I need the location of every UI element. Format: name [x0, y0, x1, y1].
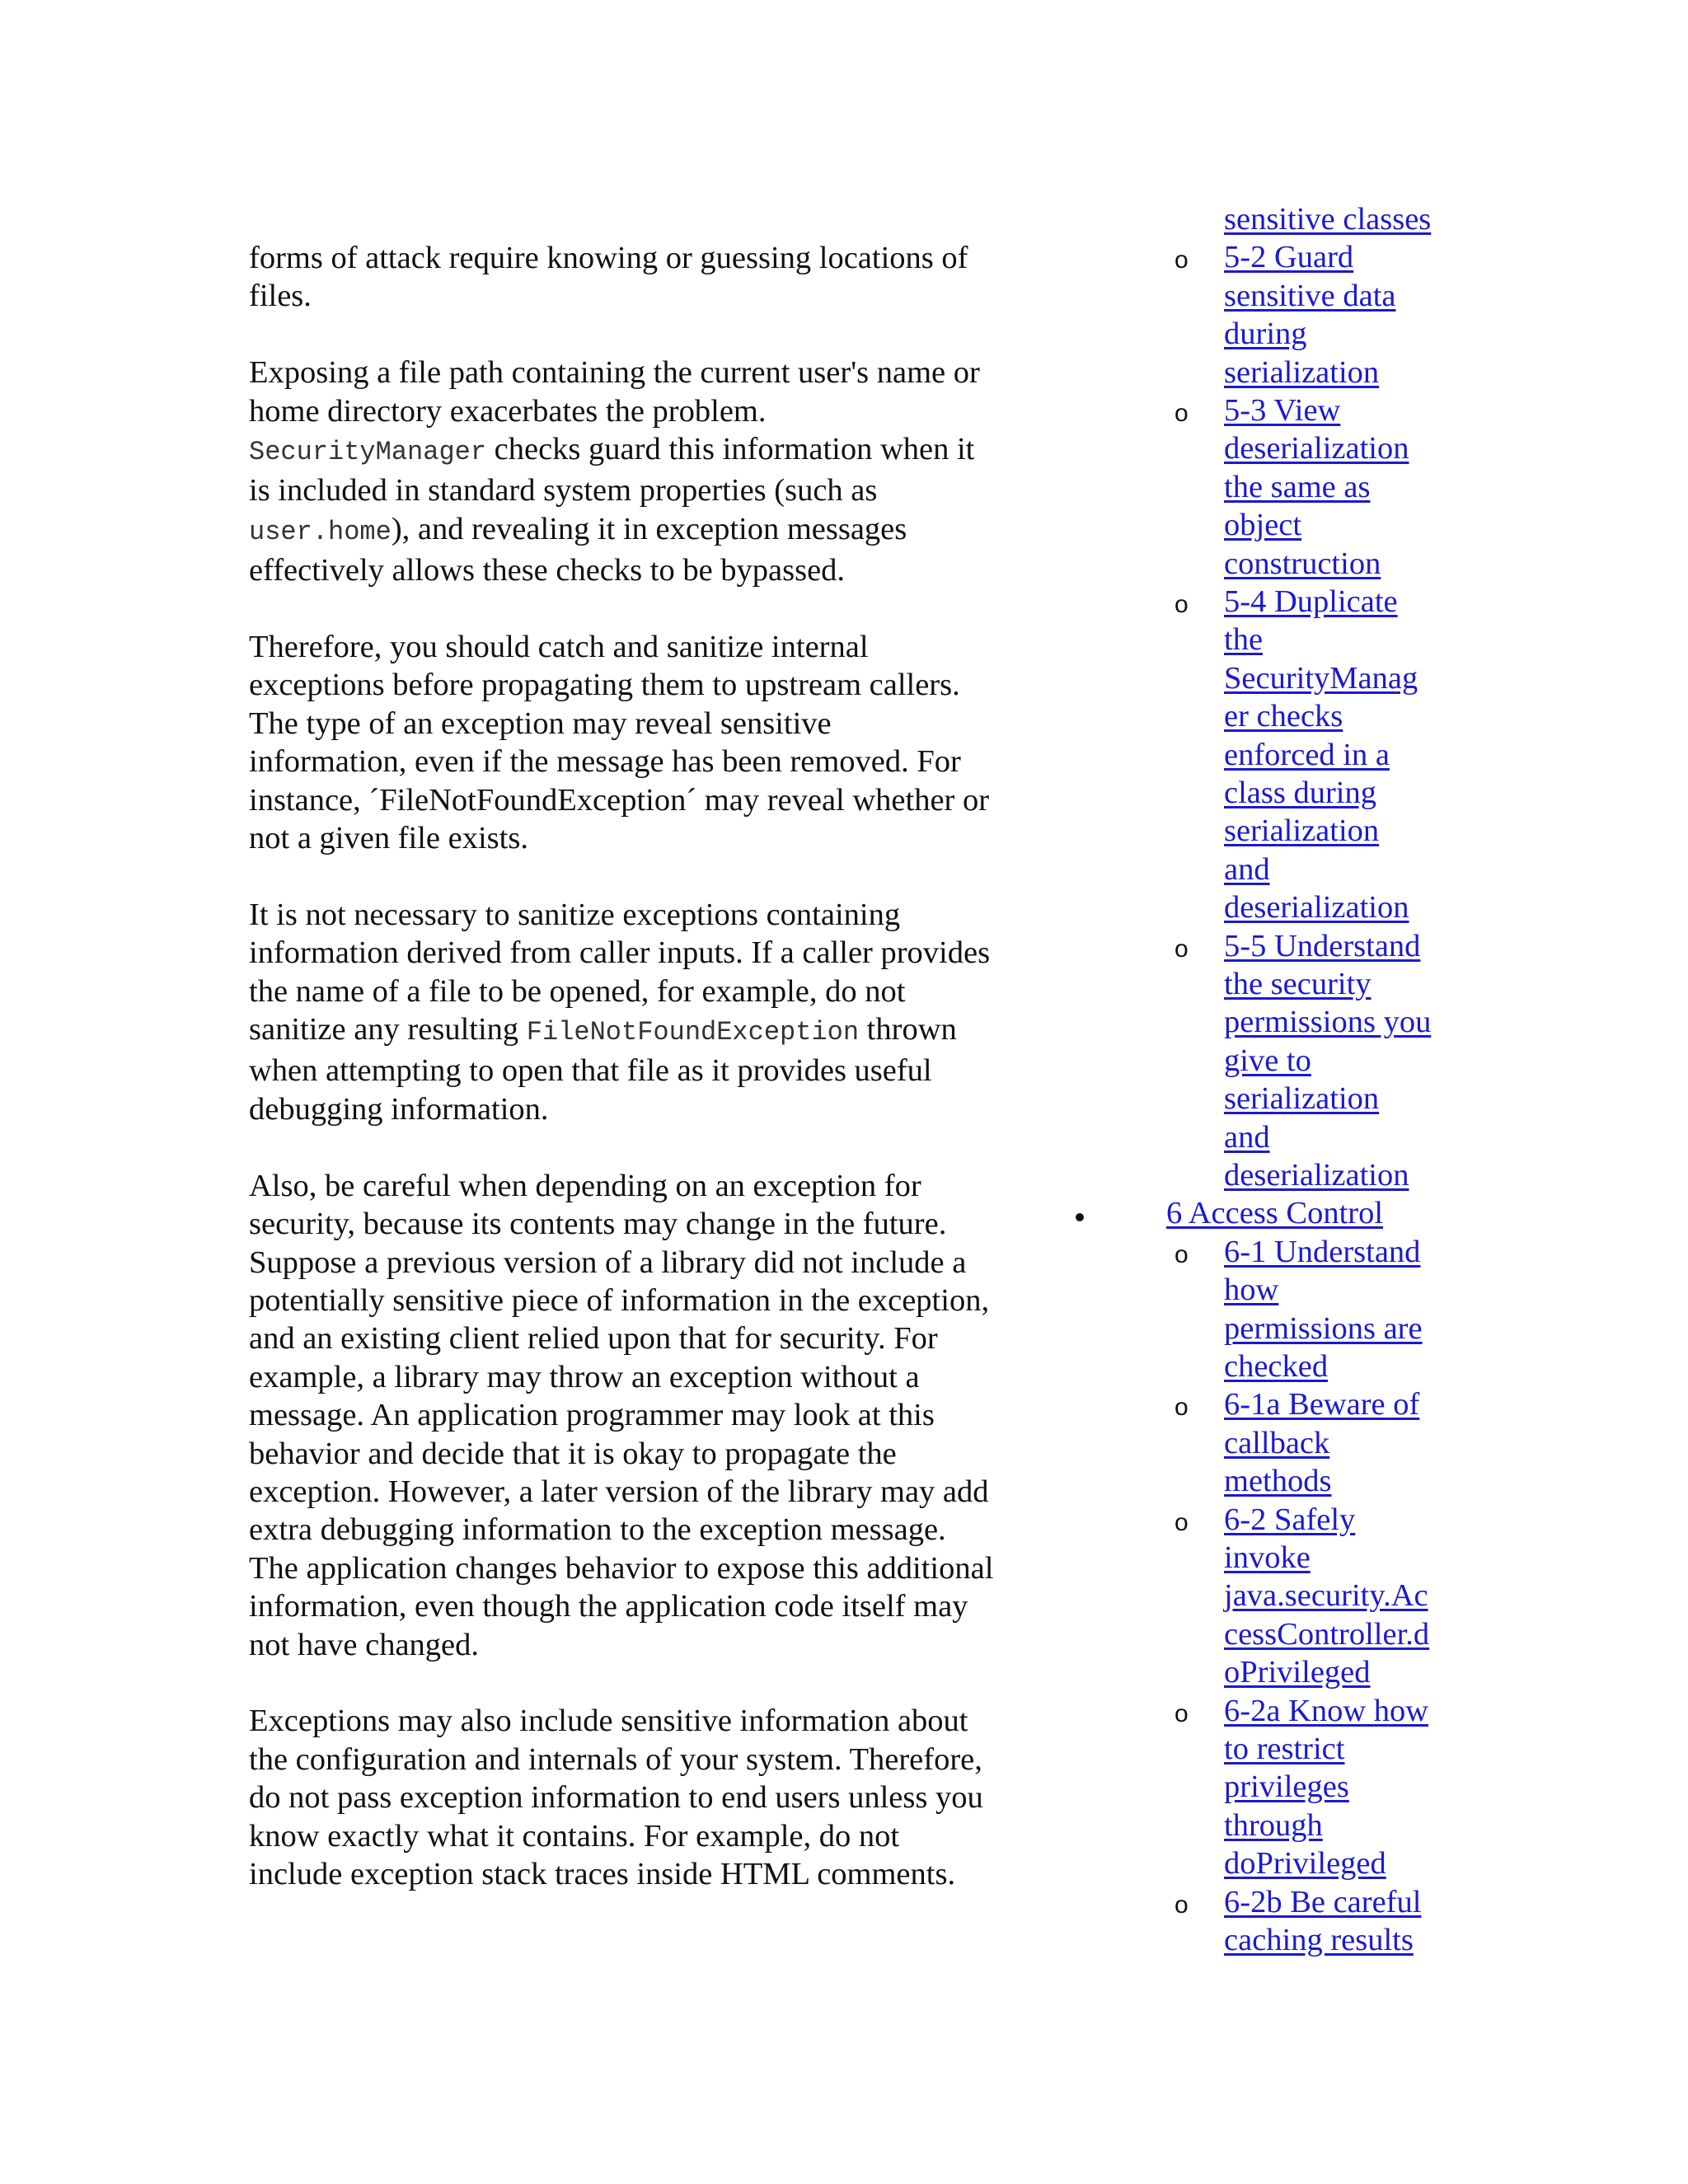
toc-link[interactable]: deserialization [1224, 431, 1409, 466]
list-bullet-circle-icon: o [1175, 1699, 1189, 1727]
toc-link[interactable]: er checks [1224, 699, 1343, 734]
toc-link[interactable]: sensitive classes [1224, 202, 1432, 237]
toc-link[interactable]: to restrict [1224, 1732, 1345, 1766]
text-run: It is not necessary to sanitize exceptions containing [249, 897, 901, 932]
text-run: sanitize any resulting [249, 1012, 527, 1047]
toc-link[interactable]: how [1224, 1272, 1279, 1308]
toc-link[interactable]: serialization [1224, 813, 1380, 849]
text-run: potentially sensitive piece of information in the exception, [249, 1282, 990, 1318]
toc-link[interactable]: during [1224, 316, 1307, 352]
text-run: when attempting to open that file as it provides useful [249, 1053, 932, 1089]
list-bullet-circle-icon: o [1175, 935, 1189, 963]
text-run: do not pass exception information to end users unless you [249, 1780, 983, 1816]
toc-link[interactable]: 6-2b Be careful [1224, 1884, 1422, 1919]
list-bullet-circle-icon: o [1175, 1240, 1189, 1268]
text-run: checks guard this information when it [486, 432, 975, 467]
toc-link[interactable]: permissions are [1224, 1310, 1423, 1346]
text-run: Therefore, you should catch and sanitize internal [249, 630, 869, 665]
toc-link[interactable]: 5-3 View [1224, 393, 1341, 428]
text-run: Also, be careful when depending on an exception for [249, 1168, 921, 1203]
toc-link[interactable]: object [1224, 508, 1302, 543]
text-run: the name of a file to be opened, for example, do not [249, 973, 906, 1009]
toc-link[interactable]: oPrivileged [1224, 1655, 1371, 1690]
text-run: thrown [859, 1012, 957, 1047]
toc-link[interactable]: serialization [1224, 1081, 1380, 1117]
text-run: information derived from caller inputs. If a caller provides [249, 935, 991, 971]
text-run: home directory exacerbates the problem. [249, 393, 767, 429]
text-run: behavior and decide that it is okay to propagate the [249, 1436, 897, 1471]
toc-link[interactable]: class during [1224, 776, 1376, 810]
toc-link[interactable]: methods [1224, 1464, 1332, 1499]
text-run: security, because its contents may change in the future. [249, 1207, 947, 1242]
inline-code: user.home [249, 516, 392, 547]
list-bullet-circle-icon: o [1175, 246, 1189, 274]
text-run: is included in standard system properties (such as [249, 473, 878, 509]
toc-link[interactable]: callback [1224, 1425, 1330, 1460]
text-run: example, a library may throw an exception without a [249, 1359, 920, 1394]
text-run: and an existing client relied upon that for security. For [249, 1321, 938, 1357]
text-run: information, even though the application code itself may [249, 1589, 968, 1624]
toc-link[interactable]: cessController.d [1224, 1616, 1430, 1652]
toc-link[interactable]: deserialization [1224, 890, 1409, 926]
toc-link[interactable]: enforced in a [1224, 737, 1390, 772]
text-run: include exception stack traces inside HTML comments. [249, 1856, 956, 1891]
toc-link[interactable]: 6-1a Beware of [1224, 1387, 1420, 1422]
toc-link[interactable]: and [1224, 1119, 1270, 1155]
text-run: debugging information. [249, 1091, 549, 1127]
text-run: Exceptions may also include sensitive information about [249, 1704, 968, 1739]
toc-link[interactable]: invoke [1224, 1540, 1311, 1575]
toc-link[interactable]: the [1224, 622, 1264, 658]
text-run: Suppose a previous version of a library did not include a [249, 1244, 967, 1280]
toc-link[interactable]: 6-2a Know how [1224, 1693, 1429, 1728]
text-run: not have changed. [249, 1627, 480, 1662]
text-run: The application changes behavior to expose this additional [249, 1550, 994, 1586]
text-run: the configuration and internals of your system. Therefore, [249, 1741, 982, 1777]
toc-link[interactable]: java.security.Ac [1224, 1578, 1428, 1614]
list-bullet-circle-icon: o [1175, 400, 1189, 427]
toc-link[interactable]: 5-4 Duplicate [1224, 584, 1398, 619]
list-bullet-circle-icon: o [1175, 1891, 1189, 1919]
toc-link[interactable]: and [1224, 851, 1270, 887]
table-of-contents-column [0, 200, 1688, 2178]
list-bullet-circle-icon: o [1175, 1394, 1189, 1422]
toc-link[interactable]: the same as [1224, 469, 1371, 504]
list-bullet-disc-icon [1076, 1213, 1084, 1221]
toc-link[interactable]: 5-2 Guard [1224, 240, 1354, 275]
toc-link[interactable]: the security [1224, 967, 1372, 1001]
toc-link[interactable]: checked [1224, 1349, 1329, 1384]
inline-code: FileNotFoundException [526, 1017, 860, 1048]
toc-link[interactable]: sensitive data [1224, 278, 1396, 313]
toc-link[interactable]: SecurityManag [1224, 660, 1418, 696]
toc-link[interactable]: 5-5 Understand [1224, 928, 1421, 963]
toc-link[interactable]: give to [1224, 1043, 1311, 1078]
toc-link[interactable]: serialization [1224, 354, 1380, 390]
toc-link[interactable]: 6 Access Control [1166, 1196, 1384, 1231]
list-bullet-circle-icon: o [1175, 591, 1189, 618]
text-run: information, even if the message has been removed. For [249, 744, 961, 780]
text-run: exceptions before propagating them to upstream callers. [249, 668, 960, 703]
text-run: not a given file exists. [249, 821, 528, 856]
toc-link[interactable]: privileges [1224, 1769, 1349, 1805]
text-run: message. An application programmer may look at this [249, 1398, 935, 1433]
toc-link[interactable]: construction [1224, 546, 1381, 581]
toc-link[interactable]: 6-2 Safely [1224, 1502, 1356, 1537]
text-run: exception. However, a later version of the library may add [249, 1474, 989, 1509]
toc-link[interactable]: permissions you [1224, 1005, 1432, 1040]
text-run: files. [249, 279, 312, 314]
text-run: extra debugging information to the exception message. [249, 1512, 946, 1548]
text-run: instance, ´FileNotFoundException´ may reveal whether or [249, 782, 990, 818]
toc-link[interactable]: 6-1 Understand [1224, 1234, 1421, 1269]
inline-code: SecurityManager [249, 437, 487, 468]
toc-link[interactable]: caching results [1224, 1923, 1414, 1957]
toc-link[interactable]: deserialization [1224, 1158, 1409, 1193]
toc-link[interactable]: doPrivileged [1224, 1846, 1386, 1882]
text-run: know exactly what it contains. For example, do not [249, 1818, 900, 1854]
text-run: forms of attack require knowing or guessing locations of [249, 241, 968, 275]
text-run: The type of an exception may reveal sensitive [249, 705, 832, 741]
list-bullet-circle-icon: o [1175, 1508, 1189, 1536]
text-run: ), and revealing it in exception messages [391, 511, 907, 546]
text-run: effectively allows these checks to be bypassed. [249, 553, 846, 588]
toc-link[interactable]: through [1224, 1807, 1323, 1843]
text-run: Exposing a file path containing the current user's name or [249, 355, 980, 391]
